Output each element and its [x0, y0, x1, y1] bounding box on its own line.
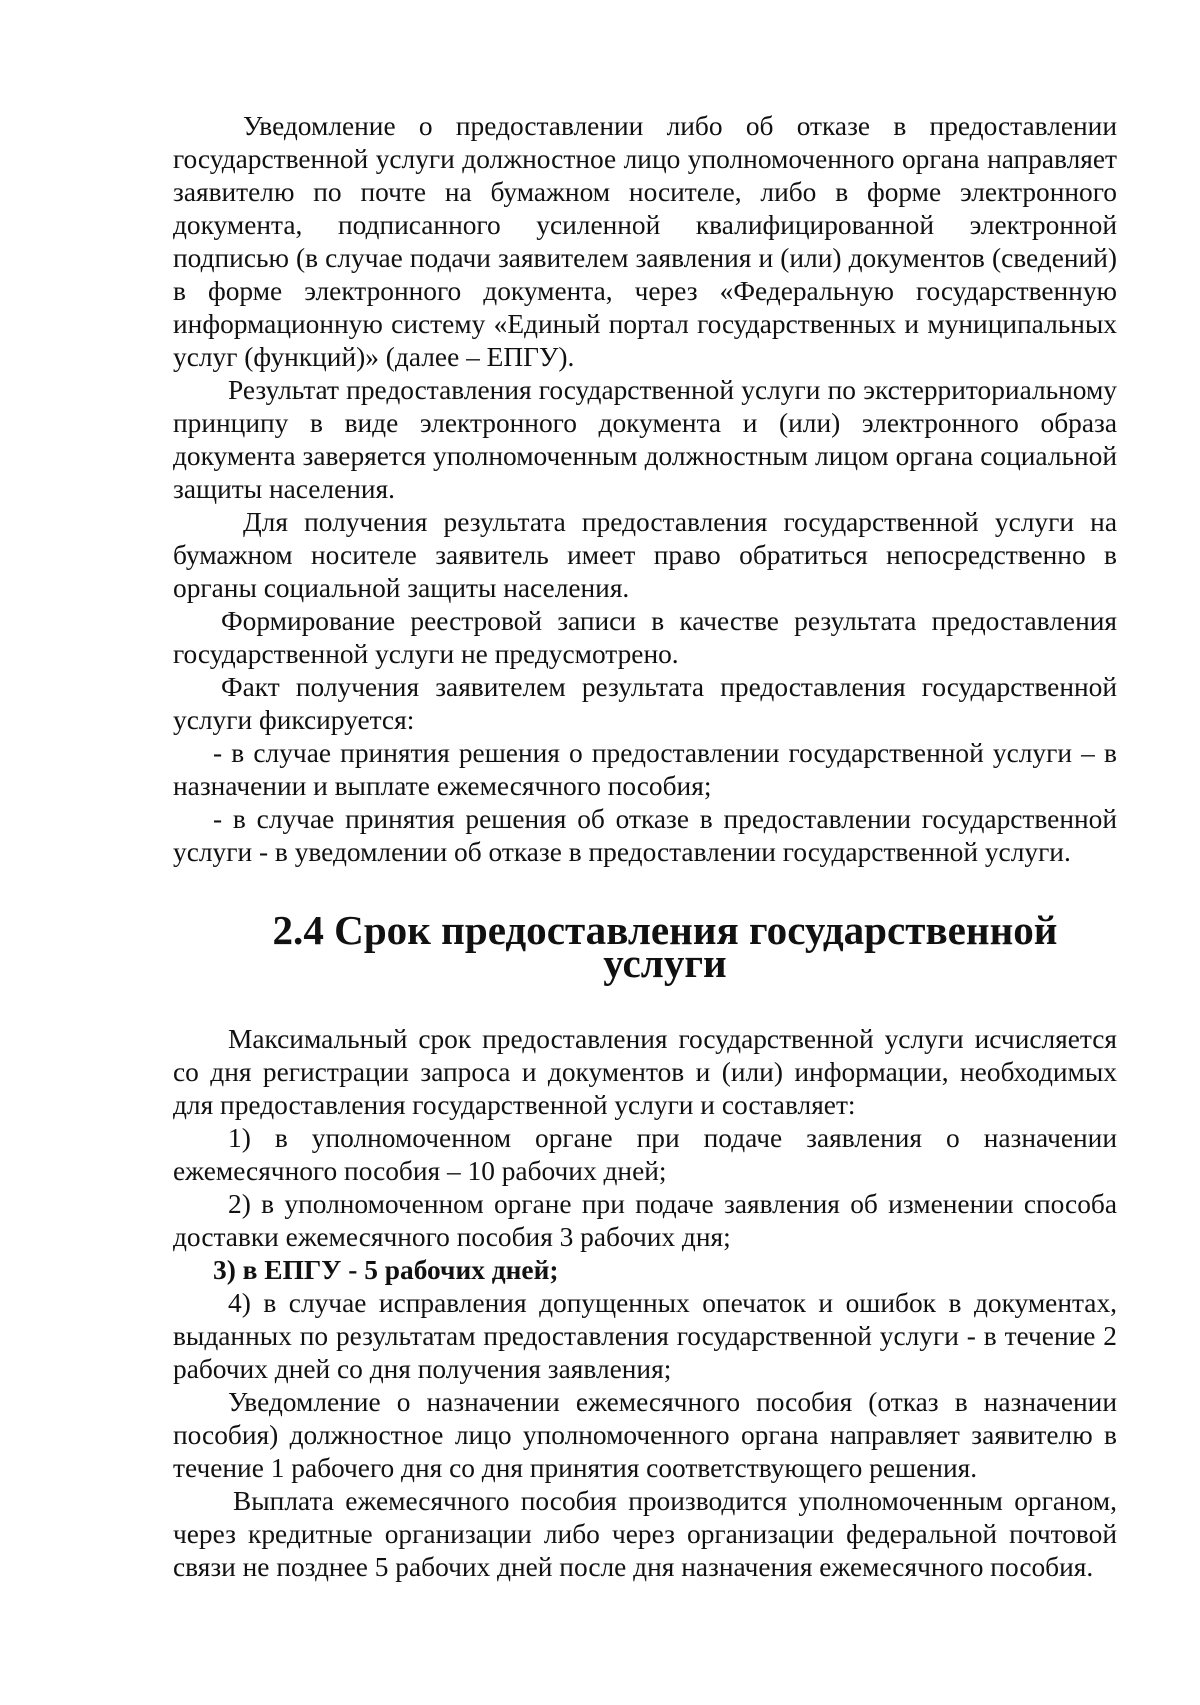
paragraph-paper-result: Для получения результата предоставления государственной услуги на бумажном носителе заявитель имеет право обратиться непосредственно в органы социальной защиты населения. [173, 507, 1117, 603]
document-page [173, 110, 1117, 1584]
list-item-term-4: 4) в случае исправления допущенных опечаток и ошибок в документах, выданных по результатам предоставления государственной услуги - в течение 2 рабочих дней со дня получения заявления; [173, 1288, 1117, 1384]
list-item-provision-decision: - в случае принятия решения о предоставлении государственной услуги – в назначении и выплате ежемесячного пособия; [173, 738, 1117, 801]
list-item-refusal-decision: - в случае принятия решения об отказе в предоставлении государственной услуги - в уведомлении об отказе в предоставлении государственной услуги. [173, 804, 1117, 867]
section-heading: 2.4 Срок предоставления государственной услуги [272, 907, 1058, 986]
paragraph-notification-delivery: Уведомление о предоставлении либо об отказе в предоставлении государственной услуги должностное лицо уполномоченного органа направляет заявителю по почте на бумажном носителе, либо в форме электронного документа, подписанного усиленной квалифицированной электронной подписью (в случае подачи заявителем заявления и (или) документов (сведений) в форме электронного документа, через «Федеральную государственную информационную систему «Единый портал государственных и муниципальных услуг (функций)» (далее – ЕПГУ). [173, 111, 1117, 372]
list-item-term-1: 1) в уполномоченном органе при подаче заявления о назначении ежемесячного пособия – 10 рабочих дней; [173, 1123, 1117, 1186]
paragraph-registry-record: Формирование реестровой записи в качестве результата предоставления государственной услуги не предусмотрено. [173, 606, 1117, 669]
list-item-term-2: 2) в уполномоченном органе при подаче заявления об изменении способа доставки ежемесячного пособия 3 рабочих дня; [173, 1189, 1117, 1252]
list-item-term-3: 3) в ЕПГУ - 5 рабочих дней; [213, 1255, 559, 1285]
paragraph-assignment-notice: Уведомление о назначении ежемесячного пособия (отказ в назначении пособия) должностное лицо уполномоченного органа направляет заявителю в течение 1 рабочего дня со дня принятия соответствующего решения. [173, 1387, 1117, 1483]
paragraph-result-fixation: Факт получения заявителем результата предоставления государственной услуги фиксируется: [173, 672, 1117, 735]
paragraph-payment: Выплата ежемесячного пособия производится уполномоченным органом, через кредитные организации либо через организации федеральной почтовой связи не позднее 5 рабочих дней после дня назначения ежемесячного пособия. [173, 1486, 1117, 1582]
paragraph-max-term: Максимальный срок предоставления государственной услуги исчисляется со дня регистрации запроса и документов и (или) информации, необходимых для предоставления государственной услуги и составляет: [173, 1024, 1117, 1120]
paragraph-extraterritorial-result: Результат предоставления государственной услуги по экстерриториальному принципу в виде электронного документа и (или) электронного образа документа заверяется уполномоченным должностным лицом органа социальной защиты населения. [173, 375, 1117, 504]
